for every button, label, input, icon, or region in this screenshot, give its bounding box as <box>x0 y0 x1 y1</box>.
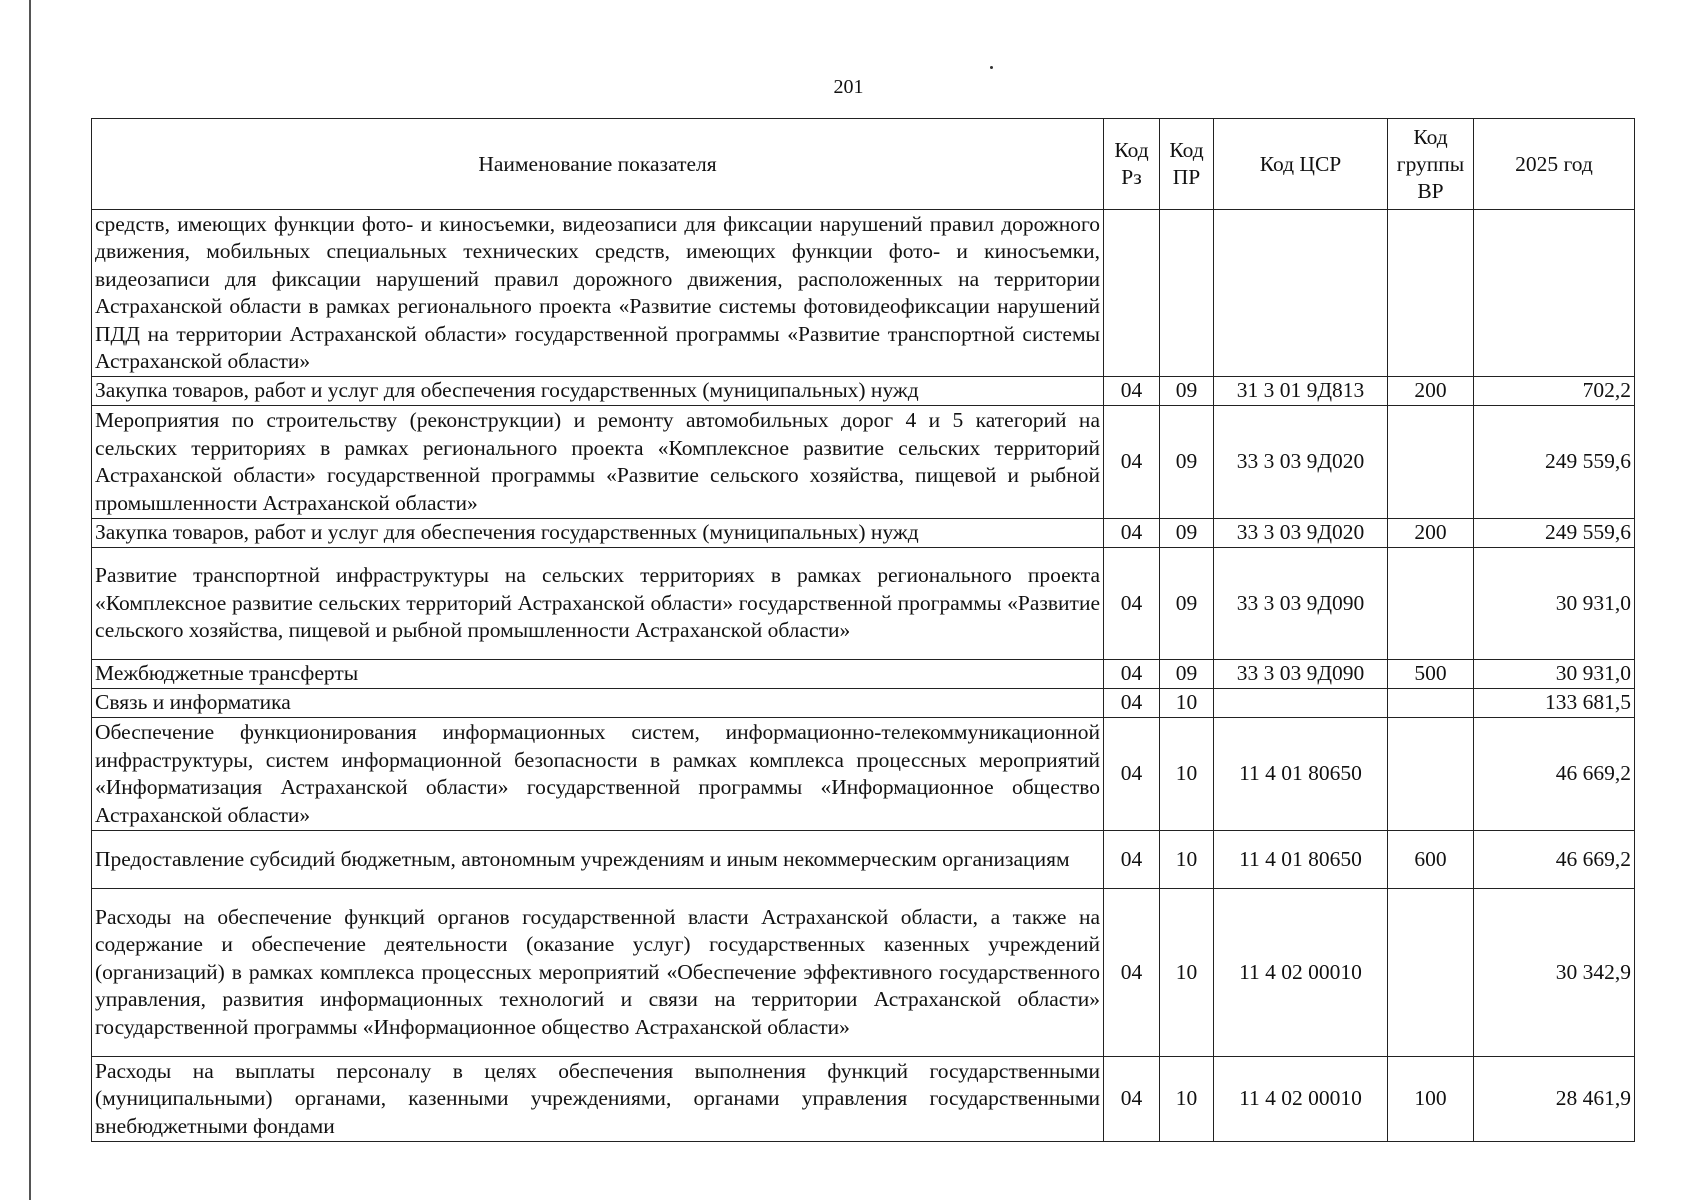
row-vr <box>1388 210 1474 377</box>
row-csr: 31 3 01 9Д813 <box>1214 377 1388 406</box>
row-name: средств, имеющих функции фото- и киносъемки, видеозаписи для фиксации нарушений правил дорожного движения, мобильных специальных технических средств, имеющих функции фото- и киносъемки, видеозаписи для фиксации нарушений правил дорожного движения, расположенных на территории Астраханской области в рамках регионального проекта «Развитие системы фотовидеофиксации нарушений ПДД на территории Астраханской области» государственной программы «Развитие транспортной системы Астраханской области» <box>92 210 1104 377</box>
page-number: 201 <box>833 76 864 98</box>
row-amount: 30 931,0 <box>1474 548 1635 660</box>
row-pr: 10 <box>1160 1057 1214 1142</box>
row-pr <box>1160 210 1214 377</box>
row-amount: 249 559,6 <box>1474 406 1635 519</box>
row-rz: 04 <box>1104 660 1160 689</box>
row-vr: 500 <box>1388 660 1474 689</box>
table-row <box>92 519 1635 548</box>
row-amount: 30 342,9 <box>1474 889 1635 1057</box>
table-row <box>92 718 1635 831</box>
header-vr: Код группы ВР <box>1388 119 1474 210</box>
row-rz: 04 <box>1104 377 1160 406</box>
table-row <box>92 548 1635 660</box>
row-rz: 04 <box>1104 519 1160 548</box>
row-pr: 09 <box>1160 377 1214 406</box>
row-vr <box>1388 889 1474 1057</box>
row-name: Обеспечение функционирования информационных систем, информационно-телекоммуникационной инфраструктуры, систем информационной безопасности в рамках комплекса процессных мероприятий «Информатизация Астраханской области» государственной программы «Информационное общество Астраханской области» <box>92 718 1104 831</box>
row-rz: 04 <box>1104 689 1160 718</box>
row-amount: 249 559,6 <box>1474 519 1635 548</box>
row-amount: 28 461,9 <box>1474 1057 1635 1142</box>
row-rz: 04 <box>1104 718 1160 831</box>
row-amount <box>1474 210 1635 377</box>
row-vr <box>1388 548 1474 660</box>
row-rz: 04 <box>1104 548 1160 660</box>
row-pr: 09 <box>1160 660 1214 689</box>
row-amount: 702,2 <box>1474 377 1635 406</box>
row-rz: 04 <box>1104 831 1160 889</box>
row-csr: 33 3 03 9Д020 <box>1214 406 1388 519</box>
row-pr: 09 <box>1160 548 1214 660</box>
table-row <box>92 689 1635 718</box>
row-vr: 100 <box>1388 1057 1474 1142</box>
table-row <box>92 831 1635 889</box>
scan-speck <box>990 66 993 69</box>
header-csr: Код ЦСР <box>1214 119 1388 210</box>
table-row <box>92 377 1635 406</box>
row-amount: 30 931,0 <box>1474 660 1635 689</box>
row-vr: 200 <box>1388 519 1474 548</box>
row-pr: 10 <box>1160 831 1214 889</box>
row-pr: 09 <box>1160 406 1214 519</box>
row-pr: 10 <box>1160 889 1214 1057</box>
row-amount: 46 669,2 <box>1474 831 1635 889</box>
row-name: Межбюджетные трансферты <box>92 660 1104 689</box>
header-pr: Код ПР <box>1160 119 1214 210</box>
budget-table <box>91 118 1635 1142</box>
row-csr: 11 4 01 80650 <box>1214 831 1388 889</box>
row-vr: 200 <box>1388 377 1474 406</box>
row-pr: 09 <box>1160 519 1214 548</box>
header-rz: Код Рз <box>1104 119 1160 210</box>
row-name: Закупка товаров, работ и услуг для обеспечения государственных (муниципальных) нужд <box>92 519 1104 548</box>
header-year: 2025 год <box>1474 119 1635 210</box>
table-row <box>92 660 1635 689</box>
row-name: Расходы на выплаты персоналу в целях обеспечения выполнения функций государственными (муниципальными) органами, казенными учреждениями, органами управления государственными внебюджетными фондами <box>92 1057 1104 1142</box>
row-rz: 04 <box>1104 1057 1160 1142</box>
row-vr <box>1388 689 1474 718</box>
row-amount: 46 669,2 <box>1474 718 1635 831</box>
row-csr: 33 3 03 9Д090 <box>1214 548 1388 660</box>
row-name: Предоставление субсидий бюджетным, автономным учреждениям и иным некоммерческим организациям <box>92 831 1104 889</box>
row-csr <box>1214 210 1388 377</box>
row-vr: 600 <box>1388 831 1474 889</box>
row-rz <box>1104 210 1160 377</box>
header-row <box>92 119 1635 210</box>
row-name: Закупка товаров, работ и услуг для обеспечения государственных (муниципальных) нужд <box>92 377 1104 406</box>
row-csr: 33 3 03 9Д090 <box>1214 660 1388 689</box>
row-name: Развитие транспортной инфраструктуры на сельских территориях в рамках регионального проекта «Комплексное развитие сельских территорий Астраханской области» государственной программы «Развитие сельского хозяйства, пищевой и рыбной промышленности Астраханской области» <box>92 548 1104 660</box>
row-name: Мероприятия по строительству (реконструкции) и ремонту автомобильных дорог 4 и 5 категорий на сельских территориях в рамках регионального проекта «Комплексное развитие сельских территорий Астраханской области» государственной программы «Развитие сельского хозяйства, пищевой и рыбной промышленности Астраханской области» <box>92 406 1104 519</box>
header-name: Наименование показателя <box>92 119 1104 210</box>
row-name: Расходы на обеспечение функций органов государственной власти Астраханской области, а также на содержание и обеспечение деятельности (оказание услуг) государственных казенных учреждений (организаций) в рамках комплекса процессных мероприятий «Обеспечение эффективного государственного управления, развития информационных технологий и связи на территории Астраханской области» государственной программы «Информационное общество Астраханской области» <box>92 889 1104 1057</box>
row-amount: 133 681,5 <box>1474 689 1635 718</box>
table-row <box>92 210 1635 377</box>
table-row <box>92 406 1635 519</box>
row-csr: 33 3 03 9Д020 <box>1214 519 1388 548</box>
row-name: Связь и информатика <box>92 689 1104 718</box>
row-rz: 04 <box>1104 406 1160 519</box>
row-csr <box>1214 689 1388 718</box>
row-pr: 10 <box>1160 718 1214 831</box>
row-pr: 10 <box>1160 689 1214 718</box>
row-csr: 11 4 02 00010 <box>1214 889 1388 1057</box>
row-csr: 11 4 01 80650 <box>1214 718 1388 831</box>
row-vr <box>1388 406 1474 519</box>
row-csr: 11 4 02 00010 <box>1214 1057 1388 1142</box>
row-vr <box>1388 718 1474 831</box>
table-row <box>92 1057 1635 1142</box>
row-rz: 04 <box>1104 889 1160 1057</box>
table-row <box>92 889 1635 1057</box>
scan-edge-line <box>29 0 31 1200</box>
